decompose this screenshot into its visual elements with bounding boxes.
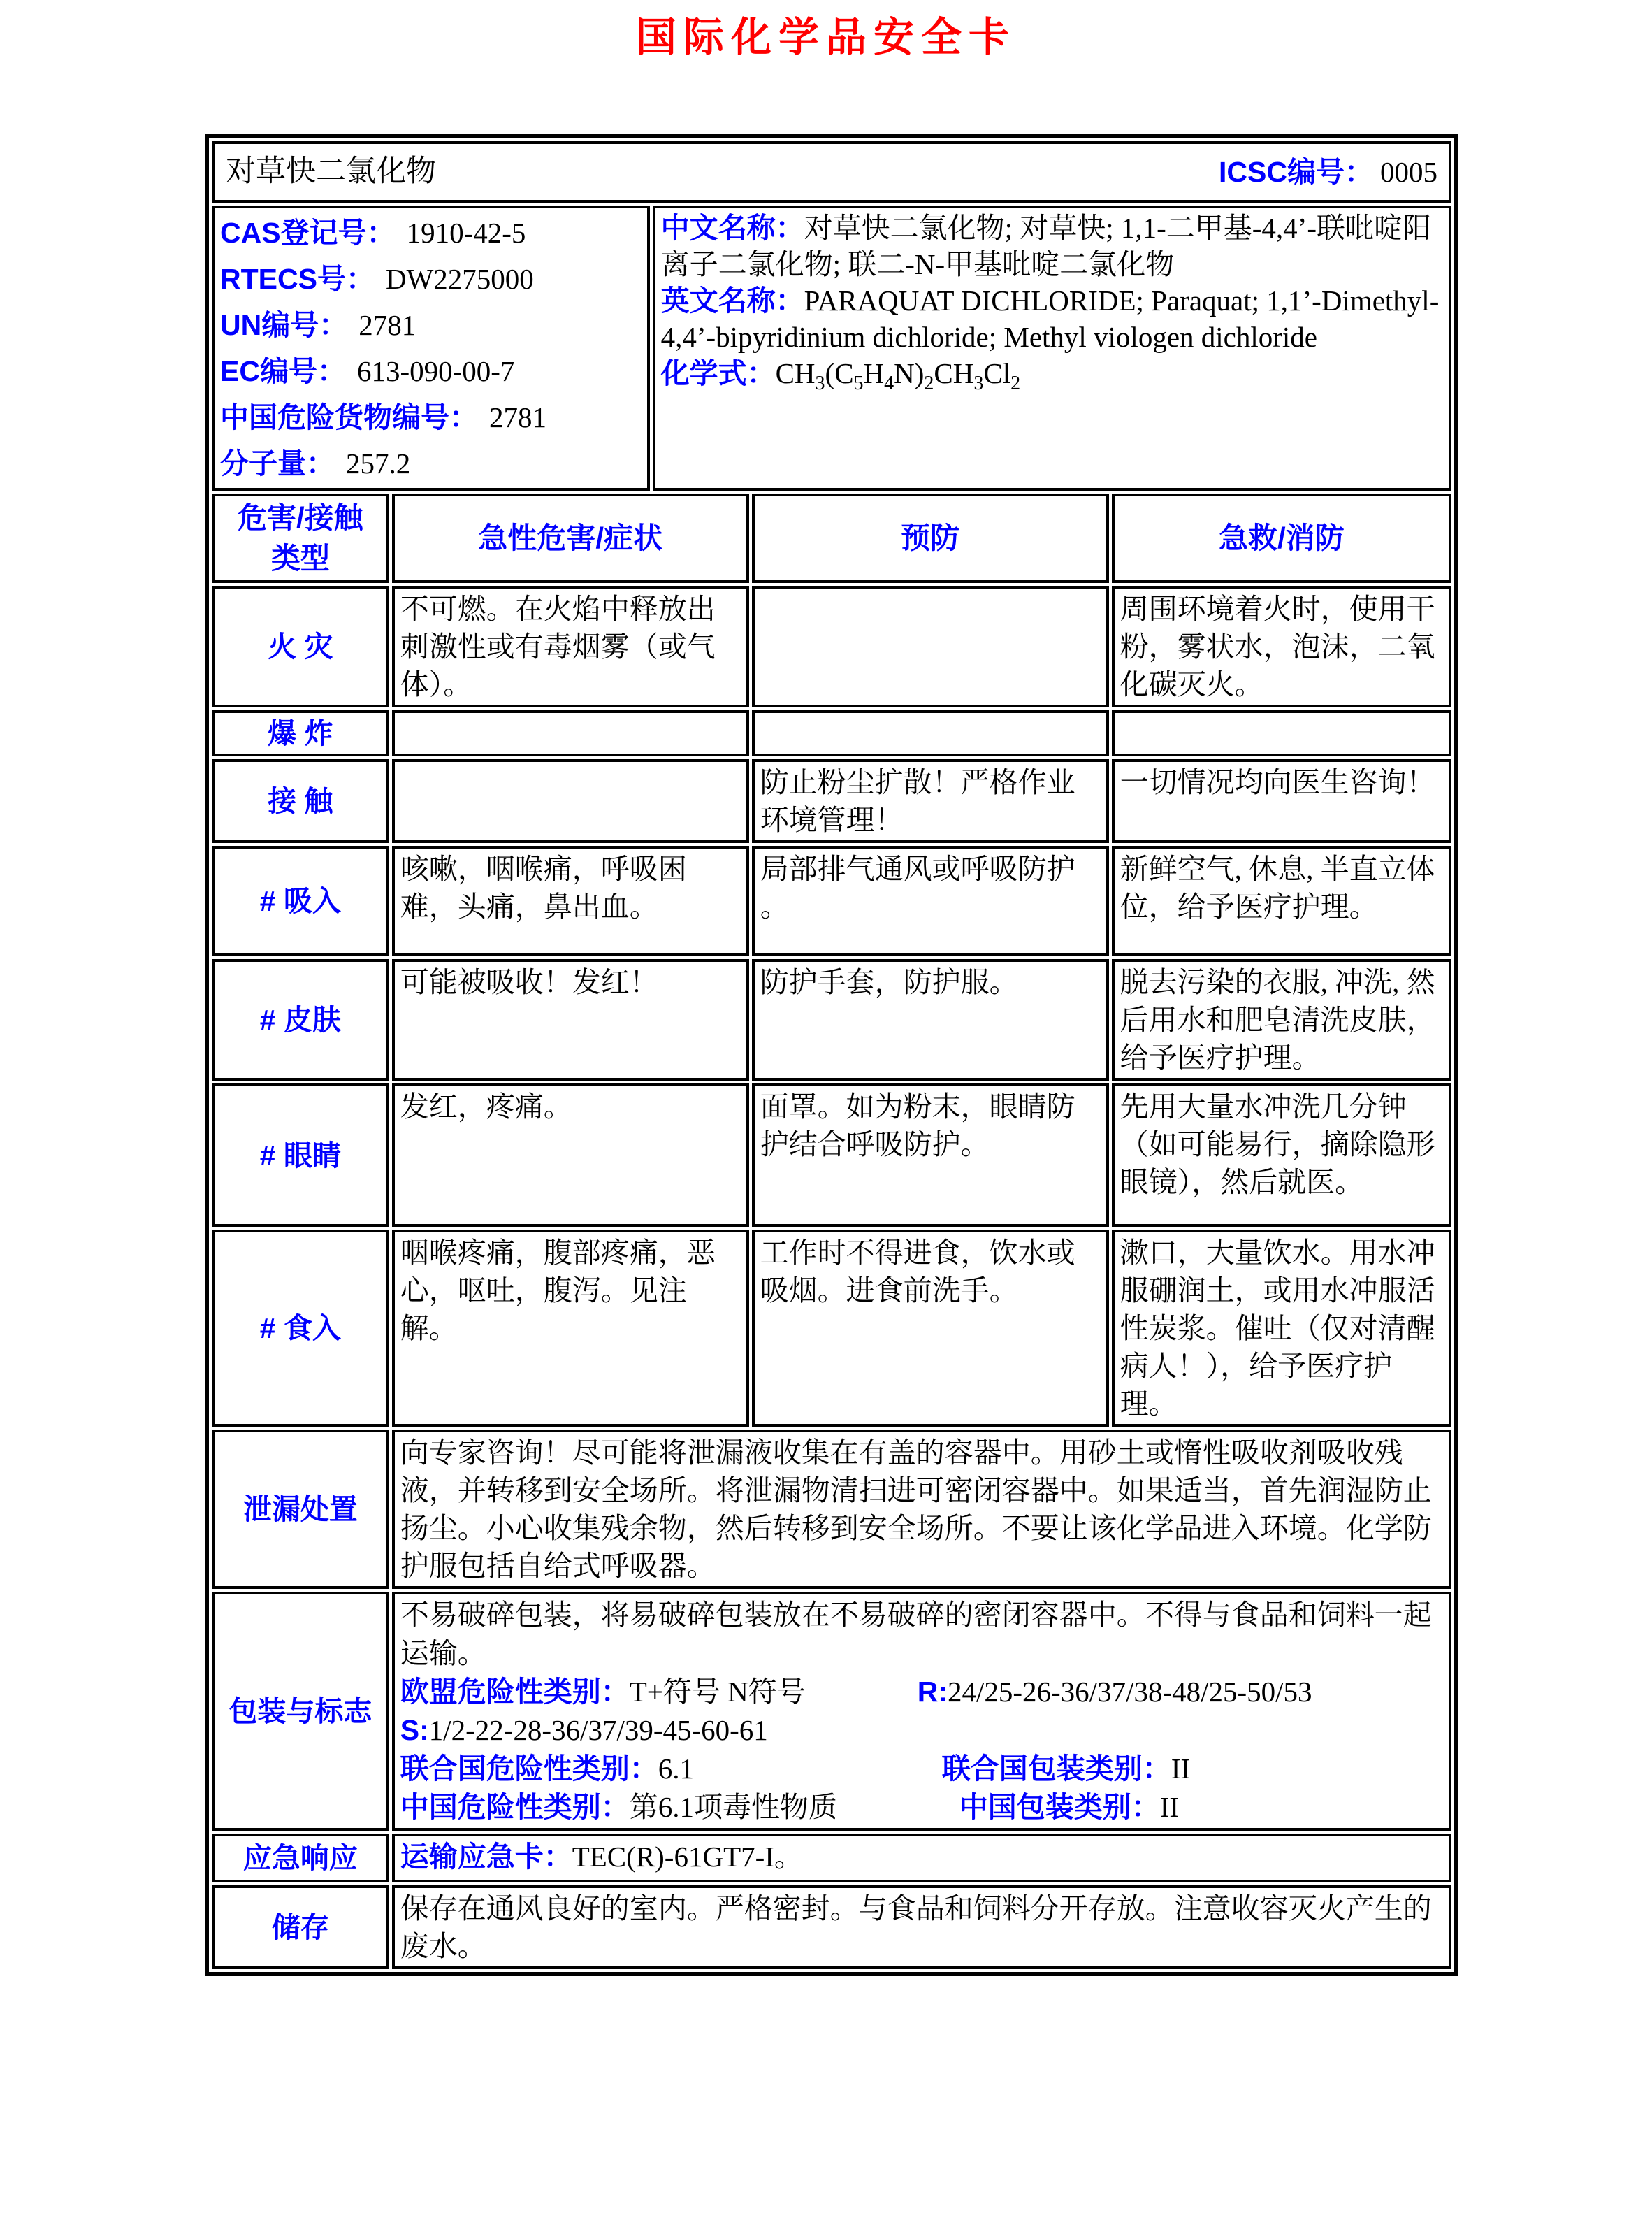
card-header-cell [212, 141, 1451, 203]
explosion-symptom-cell [392, 710, 749, 756]
fire-symptom-cell: 不可燃。在火焰中释放出刺激性或有毒烟雾（或气体）。 [392, 586, 749, 707]
hazard-row-eyes [212, 1083, 1451, 1227]
emergency-response-cell: 运输应急卡：TEC(R)-61GT7-I。 [392, 1834, 1451, 1882]
page-title: 国际化学品安全卡 [635, 15, 1016, 60]
row-label-ingestion: # 食入 [212, 1230, 389, 1427]
packaging-labelling-row [212, 1592, 1451, 1831]
skin-symptom-cell: 可能被吸收！发红！ [392, 959, 749, 1081]
english-name-line: 英文名称：PARAQUAT DICHLORIDE; Paraquat; 1,1’-Dimethyl-4,4’-bipyridinium dichloride; Methyl viologen dichloride [660, 285, 1440, 353]
row-label-explosion: 爆 炸 [212, 710, 389, 756]
molecular-weight: 分子量： 257.2 [220, 447, 411, 480]
spill-disposal-text: 向专家咨询！尽可能将泄漏液收集在有盖的容器中。用砂土或惰性吸收剂吸收残液，并转移到安全场所。将泄漏物清扫进可密闭容器中。如果适当，首先润湿防止扬尘。小心收集残余物，然后转移到安全场所。不要让该化学品进入环境。化学防护服包括自给式呼吸器。 [392, 1430, 1451, 1589]
identifiers-cell [212, 206, 650, 491]
cas-number: CAS登记号： 1910-42-5 [220, 217, 526, 249]
eu-hazard-class-line: 欧盟危险性类别：T+符号 N符号 R:24/25-26-36/37/38-48/25-50/53 [400, 1676, 1312, 1708]
header-hazard-type: 危害/接触 类型 [212, 494, 389, 583]
hazard-row-explosion [212, 710, 1451, 756]
icsc-number-group [1219, 153, 1437, 191]
eyes-first-aid-cell: 先用大量水冲洗几分钟（如可能易行，摘除隐形眼镜），然后就医。 [1112, 1083, 1451, 1227]
emergency-response-label: 应急响应 [212, 1834, 389, 1882]
inhalation-first-aid-cell: 新鲜空气, 休息, 半直立体位，给予医疗护理。 [1112, 846, 1451, 956]
ingestion-symptom-cell: 咽喉疼痛，腹部疼痛，恶心，呕吐，腹泻。见注解。 [392, 1230, 749, 1427]
safety-card [205, 134, 1458, 1976]
chemical-formula: $CH_3(C_5H_4N)_2CH_3Cl_2$ [775, 357, 1021, 395]
skin-first-aid-cell: 脱去污染的衣服, 冲洗, 然后用水和肥皂清洗皮肤，给予医疗护理。 [1112, 959, 1451, 1081]
hazard-header-row [212, 494, 1451, 583]
spill-disposal-label: 泄漏处置 [212, 1430, 389, 1589]
china-dg-number: 中国危险货物编号： 2781 [220, 401, 546, 433]
explosion-first-aid-cell [1112, 710, 1451, 756]
names-cell [653, 206, 1451, 491]
formula-line: 化学式：$CH_3(C_5H_4N)_2CH_3Cl_2$ [660, 357, 1021, 395]
ingestion-prevention-cell: 工作时不得进食，饮水或吸烟。进食前洗手。 [752, 1230, 1109, 1427]
hazard-table [209, 491, 1454, 1972]
row-label-exposure: 接 触 [212, 759, 389, 843]
ingestion-first-aid-cell: 漱口，大量饮水。用水冲服硼润土，或用水冲服活性炭浆。催吐（仅对清醒病人！），给予医疗护理。 [1112, 1230, 1451, 1427]
rtecs-number: RTECS号： DW2275000 [220, 263, 534, 295]
inhalation-symptom-cell: 咳嗽，咽喉痛，呼吸困难，头痛，鼻出血。 [392, 846, 749, 956]
inhalation-prevention-cell: 局部排气通风或呼吸防护 。 [752, 846, 1109, 956]
packaging-text: 不易破碎包装，将易破碎包装放在不易破碎的密闭容器中。不得与食品和饲料一起运输。 [400, 1599, 1432, 1669]
hazard-row-inhalation [212, 846, 1451, 956]
identification-table [209, 138, 1454, 494]
explosion-prevention-cell [752, 710, 1109, 756]
header-first-aid: 急救/消防 [1112, 494, 1451, 583]
packaging-labelling-label: 包装与标志 [212, 1592, 389, 1831]
hazard-row-fire [212, 586, 1451, 707]
exposure-first-aid-cell: 一切情况均向医生咨询！ [1112, 759, 1451, 843]
row-label-skin: # 皮肤 [212, 959, 389, 1081]
cn-class-line: 中国危险性类别：第6.1项毒性物质 中国包装类别：II [400, 1791, 1180, 1823]
row-label-inhalation: # 吸入 [212, 846, 389, 956]
hazard-row-ingestion [212, 1230, 1451, 1427]
un-number: UN编号： 2781 [220, 309, 416, 341]
identification-row [212, 206, 1451, 491]
packaging-labelling-cell [392, 1592, 1451, 1831]
emergency-response-row [212, 1834, 1451, 1882]
eyes-prevention-cell: 面罩。如为粉末，眼睛防护结合呼吸防护。 [752, 1083, 1109, 1227]
s-phrases-line: S:1/2-22-28-36/37/39-45-60-61 [400, 1714, 768, 1746]
storage-row [212, 1885, 1451, 1969]
storage-text: 保存在通风良好的室内。严格密封。与食品和饲料分开存放。注意收容灭火产生的废水。 [392, 1885, 1451, 1969]
skin-prevention-cell: 防护手套，防护服。 [752, 959, 1109, 1081]
exposure-symptom-cell [392, 759, 749, 843]
icsc-value: 0005 [1380, 156, 1437, 188]
chemical-name: 对草快二氯化物 [226, 155, 436, 188]
chinese-name-line: 中文名称：对草快二氯化物; 对草快; 1,1-二甲基-4,4’-联吡啶阳离子二氯化物; 联二-N-甲基吡啶二氯化物 [660, 212, 1431, 280]
hazard-row-skin [212, 959, 1451, 1081]
hazard-row-exposure [212, 759, 1451, 843]
storage-label: 储存 [212, 1885, 389, 1969]
icsc-label: ICSC编号： [1219, 156, 1373, 188]
fire-first-aid-cell: 周围环境着火时，使用干粉，雾状水，泡沫，二氧化碳灭火。 [1112, 586, 1451, 707]
card-header-row [212, 141, 1451, 203]
ec-number: EC编号： 613-090-00-7 [220, 355, 515, 387]
row-label-eyes: # 眼睛 [212, 1083, 389, 1227]
spill-disposal-row [212, 1430, 1451, 1589]
header-prevention: 预防 [752, 494, 1109, 583]
eyes-symptom-cell: 发红，疼痛。 [392, 1083, 749, 1227]
un-class-line: 联合国危险性类别：6.1 联合国包装类别：II [400, 1752, 1191, 1785]
fire-prevention-cell [752, 586, 1109, 707]
exposure-prevention-cell: 防止粉尘扩散！严格作业环境管理！ [752, 759, 1109, 843]
row-label-fire: 火 灾 [212, 586, 389, 707]
header-symptom: 急性危害/症状 [392, 494, 749, 583]
